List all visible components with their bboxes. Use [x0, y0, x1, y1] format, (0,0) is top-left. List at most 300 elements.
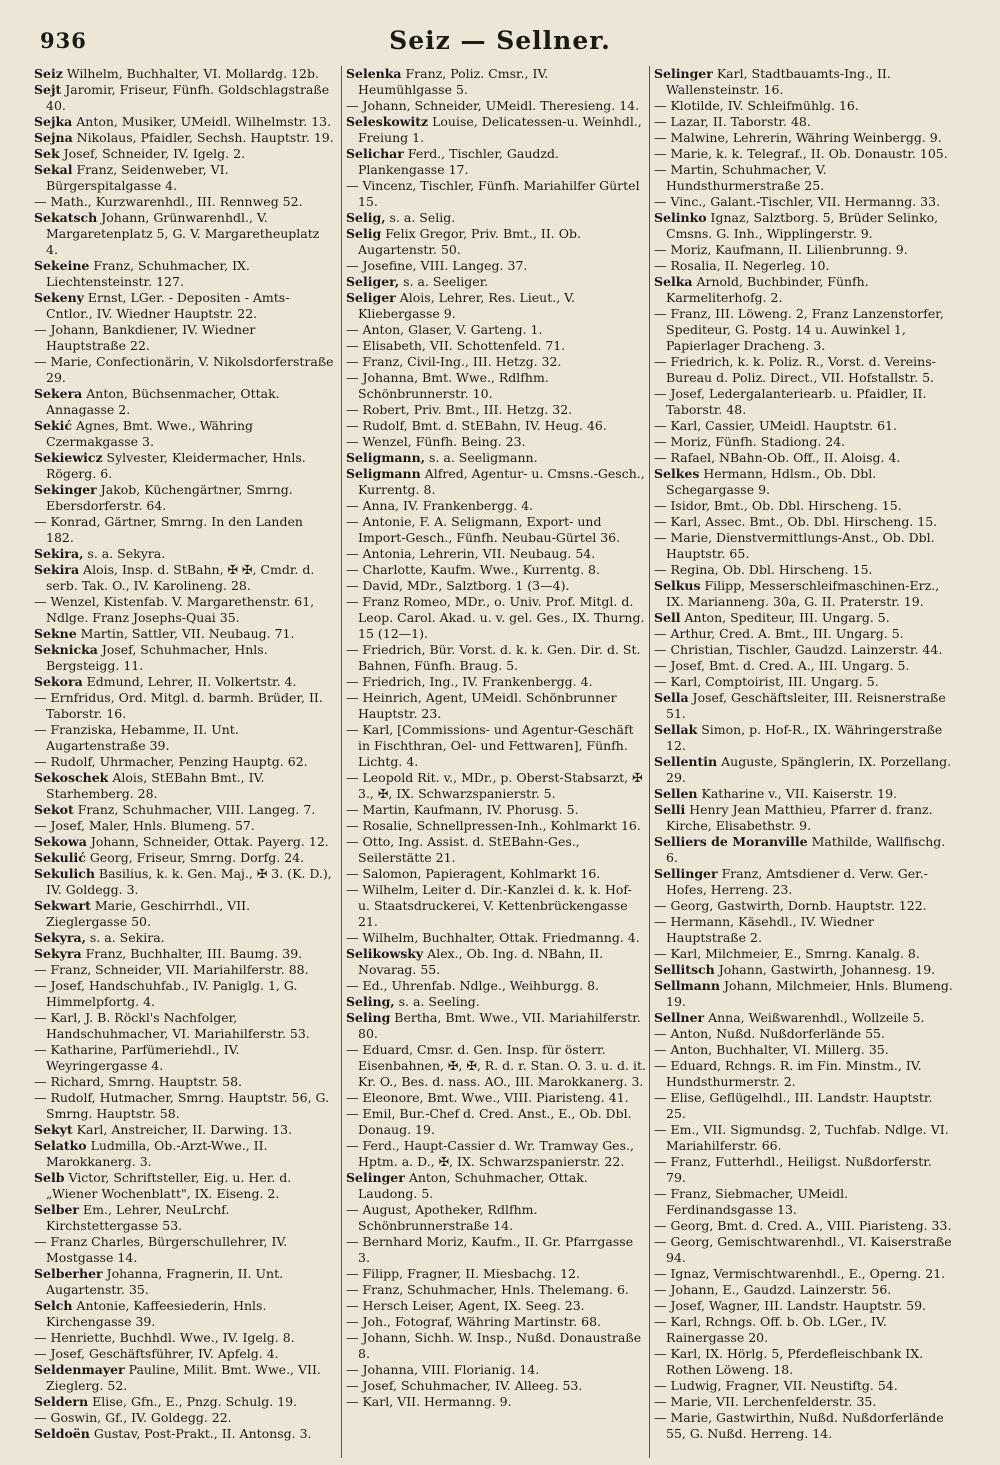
entry-details: — Anton, Buchhalter, VI. Millerg. 35.: [654, 1042, 889, 1057]
directory-entry: [34, 1266, 334, 1298]
directory-entry: [346, 1298, 646, 1314]
directory-entry: [34, 626, 334, 642]
directory-entry: [34, 66, 334, 82]
entry-surname: Sekot: [34, 802, 74, 817]
directory-entry: [34, 930, 334, 946]
entry-surname: Selber: [34, 1202, 80, 1217]
entry-details: — Friedrich, Bür. Vorst. d. k. k. Gen. Dir. d. St. Bahnen, Fünfh. Braug. 5.: [346, 642, 641, 673]
directory-entry: [346, 1330, 646, 1362]
entry-details: Anna, Weißwarenhdl., Wollzeile 5.: [704, 1010, 925, 1025]
directory-entry: [654, 690, 954, 722]
entry-surname: Sekera: [34, 386, 83, 401]
directory-entry: [654, 898, 954, 914]
entry-surname: Sekinger: [34, 482, 97, 497]
entry-details: Felix Gregor, Priv. Bmt., II. Ob. Augartenstr. 50.: [358, 226, 581, 257]
entry-surname: Sekić: [34, 418, 73, 433]
entry-surname: Sekoschek: [34, 770, 109, 785]
entry-details: — Moriz, Fünfh. Stadiong. 24.: [654, 434, 846, 449]
directory-entry: [346, 434, 646, 450]
entry-surname: Sek: [34, 146, 60, 161]
directory-entry: [346, 770, 646, 802]
directory-entry: [654, 978, 954, 1010]
entry-details: Ludmilla, Ob.-Arzt-Wwe., II. Marokkanerg. 3.: [46, 1138, 268, 1169]
directory-entry: [346, 322, 646, 338]
entry-details: — Marie, Dienstvermittlungs-Anst., Ob. Dbl. Hauptstr. 65.: [654, 530, 935, 561]
entry-details: — Johann, E., Gaudzd. Lainzerstr. 56.: [654, 1282, 892, 1297]
directory-entry: [654, 274, 954, 306]
entry-details: — Franz Charles, Bürgerschullehrer, IV. Mostgasse 14.: [34, 1234, 288, 1265]
entry-details: Franz, Schuhmacher, IX. Liechtensteinstr. 127.: [46, 258, 250, 289]
entry-details: s. a. Seeliger.: [399, 274, 489, 289]
directory-entry: [654, 1154, 954, 1186]
entry-details: — Wilhelm, Leiter d. Dir.-Kanzlei d. k. k. Hof- u. Staatsdruckerei, V. Kettenbrückengasse 21.: [346, 882, 632, 929]
entry-surname: Selig: [346, 226, 382, 241]
directory-entry: [34, 722, 334, 754]
directory-entry: [34, 162, 334, 194]
entry-details: — Marie, Gastwirthin, Nußd. Nußdorferlände 55, G. Nußd. Herreng. 14.: [654, 1410, 944, 1441]
entry-surname: Selliers de Moranville: [654, 834, 808, 849]
entry-details: — Josef, Maler, Hnls. Blumeng. 57.: [34, 818, 255, 833]
directory-entry: [34, 1410, 334, 1426]
directory-entry: [654, 130, 954, 146]
entry-surname: Seknicka: [34, 642, 98, 657]
entry-surname: Selichar: [346, 146, 404, 161]
directory-entry: [346, 146, 646, 178]
directory-entry: [654, 162, 954, 194]
directory-entry: [346, 802, 646, 818]
directory-entry: [654, 1122, 954, 1154]
entry-surname: Seling,: [346, 994, 395, 1009]
entry-details: — Vinc., Galant.-Tischler, VII. Hermanng. 33.: [654, 194, 941, 209]
entry-surname: Seiz: [34, 66, 63, 81]
entry-details: Alois, StEBahn Bmt., IV. Starhemberg. 28.: [46, 770, 265, 801]
entry-details: Arnold, Buchbinder, Fünfh. Karmeliterhofg. 2.: [666, 274, 869, 305]
entry-surname: Selikowsky: [346, 946, 424, 961]
directory-entry: [654, 1058, 954, 1090]
entry-surname: Selkus: [654, 578, 701, 593]
entry-details: Franz, Schuhmacher, VIII. Langeg. 7.: [73, 802, 316, 817]
entry-details: — Franz, Siebmacher, UMeidl. Ferdinandsgasse 13.: [654, 1186, 849, 1217]
directory-entry: [346, 978, 646, 994]
entry-details: Elise, Gfn., E., Pnzg. Schulg. 19.: [88, 1394, 298, 1409]
directory-entry: [34, 418, 334, 450]
entry-details: — Franz, Schuhmacher, Hnls. Thelemang. 6.: [346, 1282, 629, 1297]
entry-details: — Arthur, Cred. A. Bmt., III. Ungarg. 5.: [654, 626, 904, 641]
directory-entry: [346, 1042, 646, 1090]
entry-details: Basilius, k. k. Gen. Maj., ✠ 3. (K. D.), IV. Goldegg. 3.: [46, 866, 332, 897]
directory-entry: [654, 1026, 954, 1042]
entry-surname: Sellitsch: [654, 962, 715, 977]
directory-entry: [654, 258, 954, 274]
entry-details: — Malwine, Lehrerin, Währing Weinbergg. 9.: [654, 130, 942, 145]
entry-surname: Sellak: [654, 722, 698, 737]
entry-surname: Sekulich: [34, 866, 95, 881]
directory-entry: [654, 962, 954, 978]
directory-entry: [654, 146, 954, 162]
directory-entry: [34, 818, 334, 834]
directory-entry: [654, 1090, 954, 1122]
entry-details: Johanna, Fragnerin, II. Unt. Augartenstr. 35.: [46, 1266, 284, 1297]
directory-entry: [654, 98, 954, 114]
entry-details: Anton, Schuhmacher, Ottak. Laudong. 5.: [358, 1170, 588, 1201]
directory-entry: [654, 530, 954, 562]
entry-details: Josef, Schuhmacher, Hnls. Bergsteigg. 11.: [46, 642, 268, 673]
directory-entry: [346, 674, 646, 690]
entry-details: Alois, Insp. d. StBahn, ✠ ✠, Cmdr. d. serb. Tak. O., IV. Karolineng. 28.: [46, 562, 315, 593]
directory-entry: [346, 1266, 646, 1282]
directory-entry: [34, 1234, 334, 1266]
directory-entry: [346, 418, 646, 434]
entry-details: — Joh., Fotograf, Währing Martinstr. 68.: [346, 1314, 602, 1329]
directory-entry: [34, 1138, 334, 1170]
entry-surname: Selka: [654, 274, 693, 289]
column-divider: [341, 66, 342, 1458]
running-head: Seiz — Sellner.: [389, 26, 611, 55]
entry-details: Louise, Delicatessen-u. Weinhdl., Freiung 1.: [358, 114, 642, 145]
entry-details: — David, MDr., Salztborg. 1 (3—4).: [346, 578, 570, 593]
entry-surname: Sejt: [34, 82, 62, 97]
directory-entry: [346, 1138, 646, 1170]
directory-entry: [654, 1234, 954, 1266]
directory-entry: [346, 466, 646, 498]
entry-surname: Sellen: [654, 786, 698, 801]
entry-details: — Robert, Priv. Bmt., III. Hetzg. 32.: [346, 402, 573, 417]
entry-details: — Eleonore, Bmt. Wwe., VIII. Piaristeng. 41.: [346, 1090, 629, 1105]
entry-details: — Franziska, Hebamme, II. Unt. Augartenstraße 39.: [34, 722, 239, 753]
entry-details: Em., Lehrer, NeuLrchf. Kirchstettergasse 53.: [46, 1202, 230, 1233]
directory-entry: [346, 114, 646, 146]
entry-details: s. a. Seeligmann.: [425, 450, 538, 465]
entry-surname: Selatko: [34, 1138, 87, 1153]
directory-entry: [346, 578, 646, 594]
directory-entry: [346, 1010, 646, 1042]
entry-details: Franz, Amtsdiener d. Verw. Ger.-Hofes, Herreng. 23.: [666, 866, 928, 897]
directory-entry: [34, 594, 334, 626]
directory-entry: [346, 882, 646, 930]
entry-details: — Franz, Futterhdl., Heiligst. Nußdorferstr. 79.: [654, 1154, 932, 1185]
entry-surname: Selinger: [654, 66, 713, 81]
entry-surname: Sellmann: [654, 978, 720, 993]
directory-entry: [34, 1042, 334, 1074]
directory-entry: [654, 1186, 954, 1218]
entry-surname: Seligmann,: [346, 450, 426, 465]
directory-entry: [346, 98, 646, 114]
directory-entry: [34, 690, 334, 722]
entry-surname: Sekeny: [34, 290, 84, 305]
directory-entry: [654, 466, 954, 498]
entry-details: — Klotilde, IV. Schleifmühlg. 16.: [654, 98, 859, 113]
directory-entry: [34, 978, 334, 1010]
directory-entry: [34, 450, 334, 482]
entry-details: — Eduard, Rchngs. R. im Fin. Minstm., IV. Hundsthurmerstr. 2.: [654, 1058, 922, 1089]
directory-entry: [654, 66, 954, 98]
directory-entry: [34, 354, 334, 386]
entry-details: — Rudolf, Bmt. d. StEBahn, IV. Heug. 46.: [346, 418, 607, 433]
entry-details: — Franz, Schneider, VII. Mariahilferstr. 88.: [34, 962, 309, 977]
entry-surname: Sellentin: [654, 754, 718, 769]
entry-details: Johann, Milchmeier, Hnls. Blumeng. 19.: [666, 978, 953, 1009]
entry-details: — Franz, III. Löweng. 2, Franz Lanzenstorfer, Spediteur, G. Postg. 14 u. Auwinkel 1, Papierlager Dracheng. 3.: [654, 306, 944, 353]
entry-details: — Karl, Cassier, UMeidl. Hauptstr. 61.: [654, 418, 897, 433]
entry-details: — Josef, Ledergalanteriearb. u. Pfaidler, II. Taborstr. 48.: [654, 386, 927, 417]
entry-details: Nikolaus, Pfaidler, Sechsh. Hauptstr. 19.: [72, 130, 334, 145]
entry-surname: Selinko: [654, 210, 707, 225]
directory-entry: [34, 850, 334, 866]
directory-entry: [34, 802, 334, 818]
entry-details: Ignaz, Salztborg. 5, Brüder Selinko, Cmsns. G. Inh., Wipplingerstr. 9.: [666, 210, 939, 241]
entry-surname: Selb: [34, 1170, 65, 1185]
directory-entry: [34, 482, 334, 514]
entry-surname: Seldoën: [34, 1426, 90, 1441]
page-header: [40, 28, 960, 62]
directory-entry: [34, 642, 334, 674]
entry-surname: Sekulić: [34, 850, 86, 865]
entry-details: — August, Apotheker, Rdlfhm. Schönbrunnerstraße 14.: [346, 1202, 538, 1233]
directory-entry: [34, 1122, 334, 1138]
entry-details: — Ferd., Haupt-Cassier d. Wr. Tramway Ges., Hptm. a. D., ✠, IX. Schwarzspanierstr. 22.: [346, 1138, 634, 1169]
entry-details: — Franz Romeo, MDr., o. Univ. Prof. Mitgl. d. Leop. Carol. Akad. u. v. gel. Ges., IX. Thurng. 15 (12—1).: [346, 594, 645, 641]
entry-details: — Elisabeth, VII. Schottenfeld. 71.: [346, 338, 566, 353]
directory-entry: [654, 866, 954, 898]
entry-surname: Seldenmayer: [34, 1362, 125, 1377]
directory-entry: [654, 786, 954, 802]
entry-details: — Karl, Milchmeier, E., Smrng. Kanalg. 8.: [654, 946, 920, 961]
directory-entry: [34, 1346, 334, 1362]
directory-entry: [654, 658, 954, 674]
entry-details: — Marie, VII. Lerchenfelderstr. 35.: [654, 1394, 877, 1409]
directory-entry: [346, 818, 646, 834]
directory-entry: [34, 514, 334, 546]
entry-details: Johann, Grünwarenhdl., V. Margaretenplatz 5, G. V. Margaretheuplatz 4.: [46, 210, 320, 257]
entry-surname: Selch: [34, 1298, 73, 1313]
entry-details: — Georg, Gemischtwarenhdl., VI. Kaiserstraße 94.: [654, 1234, 952, 1265]
directory-entry: [346, 258, 646, 274]
directory-entry: [346, 1170, 646, 1202]
entry-surname: Selkes: [654, 466, 700, 481]
entry-details: Josef, Geschäftsleiter, III. Reisnerstraße 51.: [666, 690, 946, 721]
directory-columns: [34, 66, 982, 1458]
entry-details: Jakob, Küchengärtner, Smrng. Ebersdorferstr. 64.: [46, 482, 293, 513]
entry-surname: Sekatsch: [34, 210, 98, 225]
directory-entry: [34, 114, 334, 130]
entry-details: Karl, Anstreicher, II. Darwing. 13.: [72, 1122, 293, 1137]
directory-entry: [654, 562, 954, 578]
directory-entry: [34, 1394, 334, 1410]
directory-entry: [346, 450, 646, 466]
entry-details: Alfred, Agentur- u. Cmsns.-Gesch., Kurrentg. 8.: [358, 466, 645, 497]
entry-surname: Sejka: [34, 114, 73, 129]
directory-entry: [346, 866, 646, 882]
entry-details: — Ignaz, Vermischtwarenhdl., E., Operng. 21.: [654, 1266, 946, 1281]
directory-entry: [34, 1298, 334, 1330]
directory-entry: [654, 1314, 954, 1346]
directory-entry: [346, 946, 646, 978]
entry-details: — Anton, Nußd. Nußdorferlände 55.: [654, 1026, 885, 1041]
directory-entry: [654, 642, 954, 658]
directory-entry: [34, 546, 334, 562]
directory-entry: [346, 274, 646, 290]
directory-entry: [346, 722, 646, 770]
entry-details: — Antonie, F. A. Seligmann, Export- und Import-Gesch., Fünfh. Neubau-Gürtel 36.: [346, 514, 621, 545]
directory-entry: [654, 1282, 954, 1298]
directory-entry: [34, 1170, 334, 1202]
entry-details: Martin, Sattler, VII. Neubaug. 71.: [76, 626, 295, 641]
entry-details: — Friedrich, k. k. Poliz. R., Vorst. d. Vereins-Bureau d. Poliz. Direct., VII. Hofstallstr. 5.: [654, 354, 936, 385]
directory-entry: [654, 1346, 954, 1378]
entry-details: — Anton, Glaser, V. Garteng. 1.: [346, 322, 543, 337]
entry-details: Antonie, Kaffeesiederin, Hnls. Kirchengasse 39.: [46, 1298, 267, 1329]
directory-entry: [346, 1378, 646, 1394]
entry-details: — Wenzel, Fünfh. Being. 23.: [346, 434, 526, 449]
entry-surname: Selinger: [346, 1170, 405, 1185]
directory-entry: [346, 66, 646, 98]
entry-surname: Selenka: [346, 66, 402, 81]
entry-details: — Ed., Uhrenfab. Ndlge., Weihburgg. 8.: [346, 978, 599, 993]
directory-entry: [346, 1394, 646, 1410]
column-left: [34, 66, 334, 1458]
entry-details: — Franz, Civil-Ing., III. Hetzg. 32.: [346, 354, 562, 369]
entry-details: Anton, Spediteur, III. Ungarg. 5.: [680, 610, 890, 625]
directory-entry: [346, 338, 646, 354]
entry-details: — Moriz, Kaufmann, II. Lilienbrunng. 9.: [654, 242, 908, 257]
entry-details: — Filipp, Fragner, II. Miesbachg. 12.: [346, 1266, 580, 1281]
directory-entry: [34, 146, 334, 162]
entry-details: Auguste, Spänglerin, IX. Porzellang. 29.: [666, 754, 952, 785]
entry-details: — Lazar, II. Taborstr. 48.: [654, 114, 811, 129]
entry-details: — Vincenz, Tischler, Fünfh. Mariahilfer Gürtel 15.: [346, 178, 640, 209]
entry-surname: Sellner: [654, 1010, 705, 1025]
entry-details: Franz, Poliz. Cmsr., IV. Heumühlgasse 5.: [358, 66, 549, 97]
directory-entry: [34, 1362, 334, 1394]
entry-surname: Sekora: [34, 674, 83, 689]
directory-entry: [346, 498, 646, 514]
directory-entry: [654, 722, 954, 754]
entry-details: — Friedrich, Ing., IV. Frankenbergg. 4.: [346, 674, 593, 689]
entry-details: — Georg, Bmt. d. Cred. A., VIII. Piaristeng. 33.: [654, 1218, 952, 1233]
entry-surname: Sekira,: [34, 546, 84, 561]
directory-entry: [34, 1010, 334, 1042]
entry-details: — Josef, Geschäftsführer, IV. Apfelg. 4.: [34, 1346, 279, 1361]
entry-details: Johann, Gastwirth, Johannesg. 19.: [714, 962, 936, 977]
entry-details: — Josef, Schuhmacher, IV. Alleeg. 53.: [346, 1378, 583, 1393]
directory-entry: [654, 1394, 954, 1410]
entry-details: s. a. Sekira.: [85, 930, 165, 945]
directory-entry: [654, 834, 954, 866]
directory-entry: [654, 1218, 954, 1234]
directory-entry: [654, 1378, 954, 1394]
entry-details: Sylvester, Kleidermacher, Hnls. Rögerg. 6.: [46, 450, 306, 481]
directory-entry: [34, 290, 334, 322]
directory-entry: [34, 1330, 334, 1346]
entry-details: Franz, Seidenweber, VI. Bürgerspitalgasse 4.: [46, 162, 229, 193]
entry-details: — Math., Kurzwarenhdl., III. Rennweg 52.: [34, 194, 303, 209]
directory-entry: [346, 562, 646, 578]
entry-details: — Leopold Rit. v., MDr., p. Oberst-Stabsarzt, ✠ 3., ✠, IX. Schwarzspanierstr. 5.: [346, 770, 643, 801]
entry-details: — Josef, Handschuhfab., IV. Paniglg. 1, G. Himmelpfortg. 4.: [34, 978, 298, 1009]
directory-entry: [346, 1234, 646, 1266]
directory-entry: [346, 402, 646, 418]
entry-details: Agnes, Bmt. Wwe., Währing Czermakgasse 3.: [46, 418, 253, 449]
directory-entry: [34, 210, 334, 258]
directory-entry: [346, 1090, 646, 1106]
directory-entry: [654, 242, 954, 258]
page-number: 936: [40, 28, 87, 53]
entry-details: — Hermann, Käsehdl., IV. Wiedner Hauptstraße 2.: [654, 914, 874, 945]
directory-entry: [34, 834, 334, 850]
entry-details: — Karl, Rchngs. Off. b. Ob. LGer., IV. Rainergasse 20.: [654, 1314, 887, 1345]
entry-surname: Seliger,: [346, 274, 400, 289]
directory-entry: [34, 1074, 334, 1090]
entry-details: — Hersch Leiser, Agent, IX. Seeg. 23.: [346, 1298, 585, 1313]
entry-surname: Sell: [654, 610, 681, 625]
directory-entry: [654, 498, 954, 514]
directory-entry: [654, 1266, 954, 1282]
entry-details: Karl, Stadtbauamts-Ing., II. Wallensteinstr. 16.: [666, 66, 891, 97]
entry-surname: Selberher: [34, 1266, 103, 1281]
entry-details: — Johanna, Bmt. Wwe., Rdlfhm. Schönbrunnerstr. 10.: [346, 370, 549, 401]
entry-details: Pauline, Milit. Bmt. Wwe., VII. Zieglerg. 52.: [46, 1362, 321, 1393]
entry-surname: Selig,: [346, 210, 386, 225]
entry-details: — Johann, Sichh. W. Insp., Nußd. Donaustraße 8.: [346, 1330, 642, 1361]
directory-entry: [34, 898, 334, 930]
entry-surname: Sekyt: [34, 1122, 73, 1137]
directory-entry: [34, 866, 334, 898]
entry-details: — Eduard, Cmsr. d. Gen. Insp. für österr. Eisenbahnen, ✠, ✠, R. d. r. Stan. O. 3. u. d. it. Kr. O., Bes. d. nass. AO., III. Marokkanerg. 3.: [346, 1042, 646, 1089]
entry-details: — Katharine, Parfümeriehdl., IV. Weyringergasse 4.: [34, 1042, 240, 1073]
entry-surname: Sekyra: [34, 946, 82, 961]
directory-entry: [654, 626, 954, 642]
directory-entry: [34, 1426, 334, 1442]
directory-entry: [346, 290, 646, 322]
entry-surname: Sekira: [34, 562, 80, 577]
entry-details: Katharine v., VII. Kaiserstr. 19.: [697, 786, 898, 801]
directory-entry: [346, 514, 646, 546]
directory-entry: [654, 802, 954, 834]
entry-details: — Richard, Smrng. Hauptstr. 58.: [34, 1074, 242, 1089]
column-divider: [649, 66, 650, 1458]
directory-entry: [654, 418, 954, 434]
entry-details: — Otto, Ing. Assist. d. StEBahn-Ges., Seilerstätte 21.: [346, 834, 580, 865]
directory-entry: [346, 930, 646, 946]
directory-entry: [34, 754, 334, 770]
directory-entry: [346, 642, 646, 674]
entry-surname: Seligmann: [346, 466, 421, 481]
entry-details: Johann, Schneider, Ottak. Payerg. 12.: [86, 834, 329, 849]
directory-entry: [654, 450, 954, 466]
entry-details: — Johann, Schneider, UMeidl. Theresieng. 14.: [346, 98, 640, 113]
entry-details: — Georg, Gastwirth, Dornb. Hauptstr. 122.: [654, 898, 927, 913]
entry-details: — Marie, Confectionärin, V. Nikolsdorferstraße 29.: [34, 354, 334, 385]
directory-entry: [34, 130, 334, 146]
entry-details: — Johann, Bankdiener, IV. Wiedner Hauptstraße 22.: [34, 322, 256, 353]
directory-entry: [654, 754, 954, 786]
directory-entry: [34, 770, 334, 802]
entry-surname: Sejna: [34, 130, 73, 145]
entry-details: — Josef, Bmt. d. Cred. A., III. Ungarg. 5.: [654, 658, 910, 673]
entry-surname: Selli: [654, 802, 686, 817]
entry-details: Anton, Musiker, UMeidl. Wilhelmstr. 13.: [72, 114, 332, 129]
entry-surname: Sekal: [34, 162, 73, 177]
entry-details: — Karl, IX. Hörlg. 5, Pferdefleischbank IX. Rothen Löweng. 18.: [654, 1346, 924, 1377]
entry-details: — Wilhelm, Buchhalter, Ottak. Friedmanng. 4.: [346, 930, 640, 945]
entry-details: — Karl, [Commissions- und Agentur-Geschäft in Fischthran, Oel- und Fettwaren], Fünfh. Lichtg. 4.: [346, 722, 634, 769]
entry-details: — Karl, J. B. Röckl's Nachfolger, Handschuhmacher, VI. Mariahilferstr. 53.: [34, 1010, 310, 1041]
directory-entry: [346, 370, 646, 402]
directory-entry: [654, 1010, 954, 1026]
column-right: [654, 66, 954, 1458]
entry-details: Mathilde, Wallfischg. 6.: [666, 834, 946, 865]
directory-entry: [654, 354, 954, 386]
